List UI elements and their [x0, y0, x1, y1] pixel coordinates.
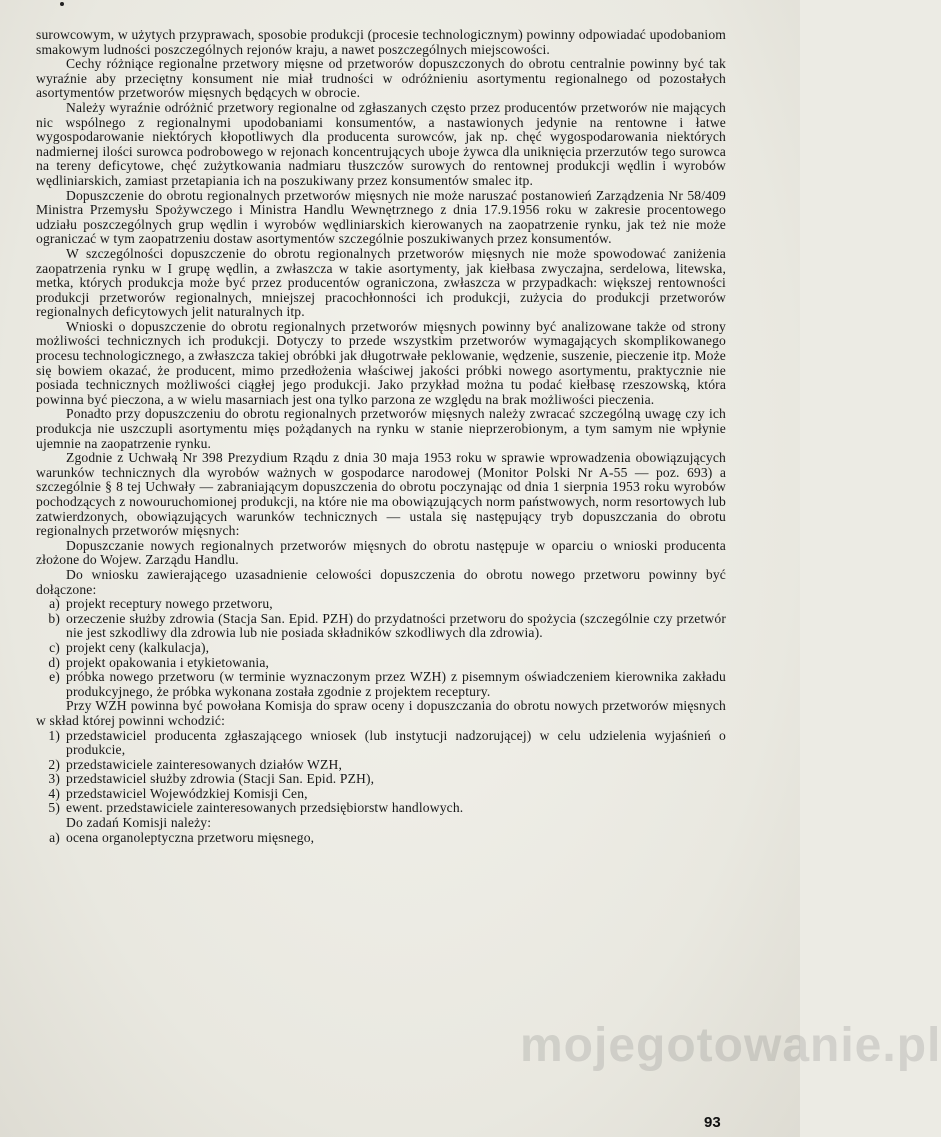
page-body-text: [36, 28, 726, 845]
list-item-text: próbka nowego przetworu (w terminie wyznaczonym przez WZH) z pisemnym oświadczeniem kierownika zakładu produkcyjnego, że próbka wykonana została zgodnie z projektem receptury.: [66, 669, 726, 699]
list-item: [36, 656, 726, 671]
list-marker: 4): [48, 785, 60, 801]
paragraph: Do wniosku zawierającego uzasadnienie celowości dopuszczenia do obrotu nowego przetworu powinny być dołączone:: [36, 566, 726, 597]
list-item-text: projekt opakowania i etykietowania,: [66, 654, 270, 670]
paragraph: Zgodnie z Uchwałą Nr 398 Prezydium Rządu z dnia 30 maja 1953 roku w sprawie wprowadzenia obowiązujących warunków technicznych dla wyrobów ważnych w gospodarce narodowej (Monitor Polski Nr A-55 — poz. 693) a szczególnie § 8 tej Uchwały — zabraniającym dopuszczenia do obrotu poczynając od dnia 1 sierpnia 1953 roku wyrobów pochodzących z nowouruchomionej produkcji, na które nie ma obowiązujących norm państwowych, norm resortowych lub zatwierdzonych, obowiązujących warunków technicznych — ustala się następujący tryb dopuszczania do obrotu regionalnych przetworów mięsnych:: [36, 450, 726, 539]
list-item: [36, 758, 726, 773]
page-number: 93: [704, 1114, 721, 1131]
ink-speck: [60, 2, 64, 6]
paragraph: Dopuszczenie do obrotu regionalnych przetworów mięsnych nie może naruszać postanowień Zarządzenia Nr 58/409 Ministra Przemysłu Spożywczego i Ministra Handlu Wewnętrznego z dnia 17.9.1956 roku w zakresie procentowego udziału poszczególnych grup wędlin i wyrobów wędliniarskich kierowanych na zaopatrzenie rynku, jak też nie może ograniczać w tym zaopatrzeniu dostaw asortymentów szczególnie poszukiwanych przez konsumentów.: [36, 187, 726, 247]
list-item-text: przedstawiciel służby zdrowia (Stacji San. Epid. PZH),: [66, 771, 375, 787]
attachments-list: [36, 597, 726, 699]
tasks-list: [36, 831, 726, 846]
watermark: mojegotowanie.pl: [520, 1019, 941, 1072]
list-item: [36, 729, 726, 758]
list-item: [36, 772, 726, 787]
list-marker: 1): [48, 727, 60, 743]
list-item-text: projekt receptury nowego przetworu,: [66, 596, 273, 612]
list-marker: 5): [48, 800, 60, 816]
list-item-text: projekt ceny (kalkulacja),: [66, 639, 210, 655]
list-marker: 2): [48, 756, 60, 772]
list-marker: b): [48, 610, 60, 626]
paragraph: Dopuszczanie nowych regionalnych przetworów mięsnych do obrotu następuje w oparciu o wnioski producenta złożone do Wojew. Zarządu Handlu.: [36, 537, 726, 568]
list-item: [36, 670, 726, 699]
list-marker: a): [49, 596, 60, 612]
list-item: [36, 597, 726, 612]
list-item-text: ewent. przedstawiciele zainteresowanych przedsiębiorstw handlowych.: [66, 800, 464, 816]
list-item: [36, 787, 726, 802]
list-marker: 3): [48, 771, 60, 787]
list-item-text: przedstawiciel Wojewódzkiej Komisji Cen,: [66, 785, 308, 801]
paragraph: Wnioski o dopuszczenie do obrotu regionalnych przetworów mięsnych powinny być analizowane także od strony możliwości technicznych ich produkcji. Dotyczy to przede wszystkim przetworów wymagających skomplikowanego procesu technologicznego, a zwłaszcza takiej obróbki jak długotrwałe peklowanie, wędzenie, suszenie, pieczenie itp. Może się bowiem okazać, że producent, mimo przedłożenia właściwej jakości próbki nowego asortymentu, praktycznie nie posiada technicznych możliwości ciągłej jego produkcji. Jako przykład można tu podać kiełbasę rzeszowską, która powinna być pieczona, a w wielu masarniach jest ona tylko parzona ze względu na brak możliwości pieczenia.: [36, 318, 726, 407]
paragraph: Należy wyraźnie odróżnić przetwory regionalne od zgłaszanych często przez producentów przetworów nie mających nic wspólnego z regionalnymi upodobaniami konsumentów, a nastawionych jedynie na rentowne i łatwe wygospodarowanie niektórych kłopotliwych dla producenta surowców, jak np. chęć wygospodarowania niektórych nadmiernej ilości surowca podrobowego w rejonach koncentrujących uboje żywca dla uniknięcia przerzutów tego surowca na tereny deficytowe, chęć zużytkowania nadmiaru tłuszczów surowych do rentownej produkcji wędlin i wyrobów wędliniarskich, zamiast przetapiania ich na poszukiwany przez konsumentów smalec itp.: [36, 99, 726, 188]
list-marker: a): [49, 829, 60, 845]
list-item: [36, 641, 726, 656]
paragraph: surowcowym, w użytych przyprawach, sposobie produkcji (procesie technologicznym) powinny odpowiadać upodobaniom smakowym ludności poszczególnych rejonów kraju, a nawet poszczególnych miejscowości.: [36, 27, 726, 57]
list-marker: c): [49, 639, 60, 655]
list-item-text: orzeczenie służby zdrowia (Stacja San. Epid. PZH) do przydatności przetworu do spożycia (szczególnie czy przetwór nie jest szkodliwy dla zdrowia lub nie posiada składników szkodliwych dla zdrowia).: [66, 610, 726, 641]
tasks-intro: Do zadań Komisji należy:: [66, 815, 212, 831]
list-item: [36, 831, 726, 846]
commission-intro: Przy WZH powinna być powołana Komisja do spraw oceny i dopuszczania do obrotu nowych przetworów mięsnych w skład której powinni wchodzić:: [36, 698, 726, 728]
commission-members-list: [36, 729, 726, 817]
list-item: [36, 801, 726, 816]
paragraph: W szczególności dopuszczenie do obrotu regionalnych przetworów mięsnych nie może spowodować zaniżenia zaopatrzenia rynku w I grupę wędlin, a zwłaszcza w takie asortymenty, jak kiełbasa zwyczajna, serdelowa, litewska, metka, których produkcja może być przez producentów ograniczona, zwłaszcza w przypadkach: większej rentowności produkcji przetworów regionalnych, mniejszej pracochłonności ich produkcji, zużycia do produkcji przetworów regionalnych deficytowych jelit naturalnych itp.: [36, 245, 726, 320]
list-item-text: ocena organoleptyczna przetworu mięsnego,: [66, 829, 315, 845]
list-item-text: przedstawiciele zainteresowanych działów WZH,: [66, 756, 342, 772]
list-marker: d): [48, 654, 60, 670]
paragraph: Cechy różniące regionalne przetwory mięsne od przetworów dopuszczonych do obrotu centralnie powinny być tak wyraźnie aby przeciętny konsument nie miał trudności w odróżnieniu asortymentu regionalnego od pozostałych asortymentów przetworów mięsnych będących w obrocie.: [36, 56, 726, 101]
list-marker: e): [49, 669, 60, 685]
list-item: [36, 612, 726, 641]
list-item-text: przedstawiciel producenta zgłaszającego wniosek (lub instytucji nadzorującej) w celu udzielenia wyjaśnień o produkcie,: [66, 727, 726, 758]
paragraph: Ponadto przy dopuszczeniu do obrotu regionalnych przetworów mięsnych należy zwracać szczególną uwagę czy ich produkcja nie uszczupli asortymentu mięs pożądanych na rynku w stanie nieprzerobionym, a tym samym nie wpłynie ujemnie na zaopatrzenie rynku.: [36, 406, 726, 451]
